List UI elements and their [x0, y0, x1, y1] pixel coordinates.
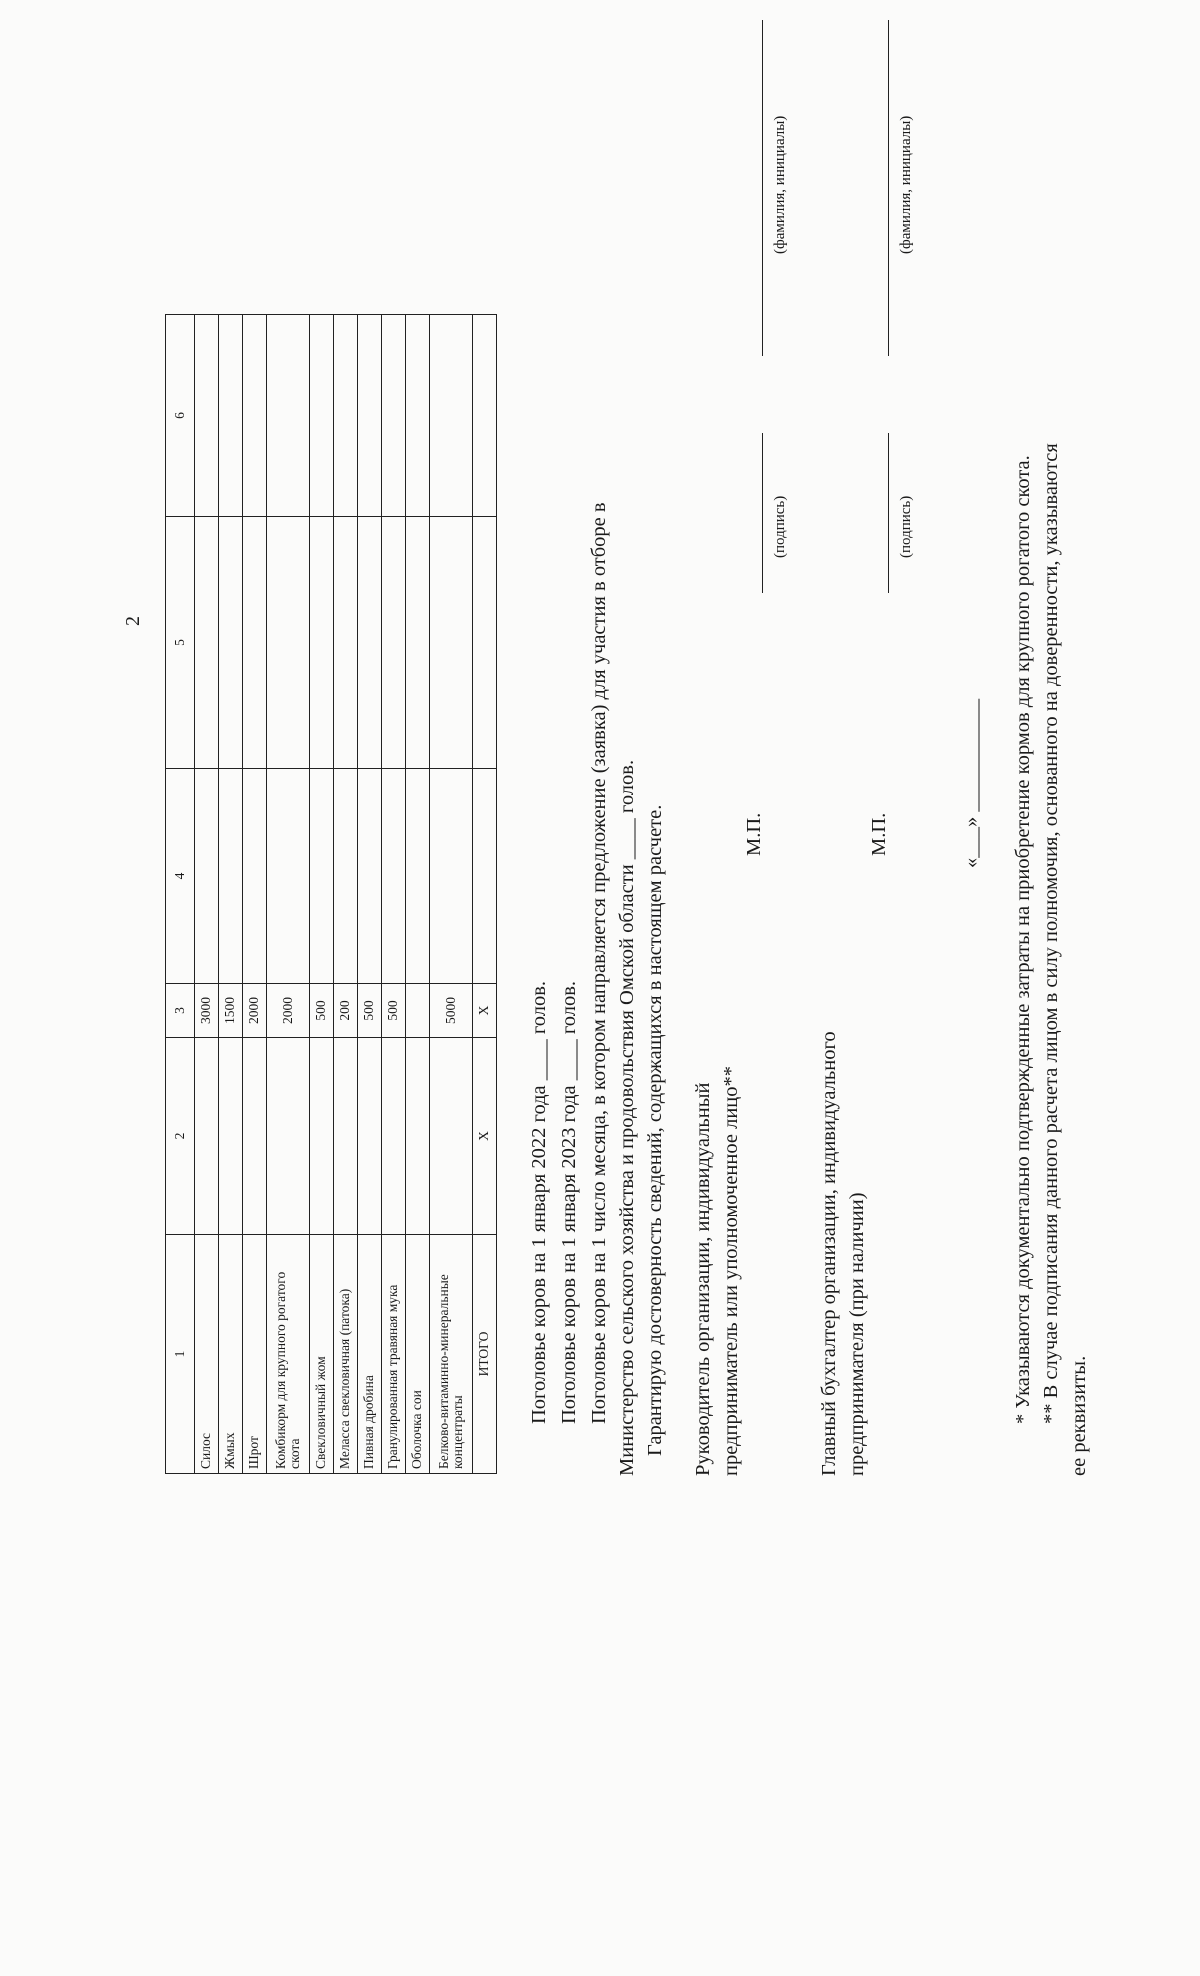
accountant-signature-line: [888, 433, 889, 593]
table-cell: 500: [382, 984, 406, 1038]
table-cell: [195, 1038, 219, 1235]
accountant-stamp-mark: М.П.: [868, 812, 890, 856]
ministry-line: Министерство сельского хозяйства и продовольствия Омской области ____ голов.: [616, 759, 638, 1476]
table-cell: [382, 769, 406, 984]
head-title-line1: Руководитель организации, индивидуальный: [692, 1082, 714, 1476]
table-header-row: [166, 315, 195, 1474]
cows-2022-line: Поголовье коров на 1 января 2022 года ____ голов.: [528, 980, 550, 1424]
table-cell: [310, 1038, 334, 1235]
table-cell: [406, 769, 430, 984]
accountant-name-caption: (фамилия, инициалы): [898, 115, 914, 254]
head-signature-caption: (подпись): [772, 495, 788, 558]
table-header-cell: 2: [166, 1038, 195, 1235]
table-header-cell: 5: [166, 517, 195, 769]
table-cell: [430, 315, 473, 517]
table-row: [243, 315, 267, 1474]
table-row: [219, 315, 243, 1474]
date-line: «___» ___________: [960, 698, 982, 868]
table-row: [382, 315, 406, 1474]
feed-name-cell: Жмых: [219, 1235, 243, 1474]
table-row: [358, 315, 382, 1474]
feed-name-cell: Пивная дробина: [358, 1235, 382, 1474]
cows-month-line: Поголовье коров на 1 число месяца, в котором направляется предложение (заявка) для участия в отборе в: [588, 502, 610, 1424]
table-cell: 1500: [219, 984, 243, 1038]
table-row: [406, 315, 430, 1474]
table-cell: [195, 769, 219, 984]
head-name-line: [762, 20, 763, 356]
table-cell: [310, 315, 334, 517]
table-cell: [473, 769, 497, 984]
table-cell: [334, 769, 358, 984]
table-cell: [430, 769, 473, 984]
table-cell: [310, 517, 334, 769]
table-cell: [195, 517, 219, 769]
cows-2023-line: Поголовье коров на 1 января 2023 года ____ голов.: [558, 980, 580, 1424]
feed-table: [165, 314, 497, 1474]
feed-name-cell: Свекловичный жом: [310, 1235, 334, 1474]
table-cell: [243, 315, 267, 517]
table-cell: 500: [358, 984, 382, 1038]
table-cell: 2000: [267, 984, 310, 1038]
table-cell: [473, 517, 497, 769]
table-cell: [219, 769, 243, 984]
table-cell: [406, 1038, 430, 1235]
table-row: [334, 315, 358, 1474]
footnote-1: * Указываются документально подтвержденные затраты на приобретение кормов для крупного рогатого скота.: [1012, 455, 1034, 1424]
accountant-title-line2: предпринимателя (при наличии): [846, 1192, 868, 1476]
table-cell: [267, 1038, 310, 1235]
table-cell: [334, 1038, 358, 1235]
footnote-2-line2: ее реквизиты.: [1068, 1355, 1090, 1476]
table-cell: 5000: [430, 984, 473, 1038]
table-header-cell: 3: [166, 984, 195, 1038]
table-total-row: [473, 315, 497, 1474]
table-cell: 3000: [195, 984, 219, 1038]
table-cell: [430, 517, 473, 769]
feed-name-cell: Силос: [195, 1235, 219, 1474]
feed-name-cell: Оболочка сои: [406, 1235, 430, 1474]
table-cell: [406, 984, 430, 1038]
table-cell: X: [473, 984, 497, 1038]
head-name-caption: (фамилия, инициалы): [772, 115, 788, 254]
accountant-name-line: [888, 20, 889, 356]
table-cell: [473, 315, 497, 517]
table-cell: [195, 315, 219, 517]
accountant-signature-caption: (подпись): [898, 495, 914, 558]
feed-name-cell: Комбикорм для крупного рогатого скота: [267, 1235, 310, 1474]
table-cell: [406, 315, 430, 517]
table-cell: [382, 315, 406, 517]
table-row: [430, 315, 473, 1474]
table-cell: [219, 315, 243, 517]
table-cell: [310, 769, 334, 984]
table-cell: 500: [310, 984, 334, 1038]
table-cell: [358, 769, 382, 984]
table-cell: [219, 517, 243, 769]
table-cell: [334, 517, 358, 769]
footnote-2-line1: ** В случае подписания данного расчета лицом в силу полномочия, основанного на доверенности, указываются: [1040, 443, 1062, 1424]
table-row: [310, 315, 334, 1474]
head-title-line2: предприниматель или уполномоченное лицо**: [720, 1065, 742, 1476]
table-cell: [243, 769, 267, 984]
table-cell: [267, 517, 310, 769]
table-cell: [358, 1038, 382, 1235]
table-cell: [267, 315, 310, 517]
head-stamp-mark: М.П.: [743, 812, 765, 856]
table-cell: [406, 517, 430, 769]
total-label-cell: ИТОГО: [473, 1235, 497, 1474]
table-header-cell: 1: [166, 1235, 195, 1474]
page-number: 2: [122, 616, 144, 626]
table-cell: [358, 517, 382, 769]
table-cell: [267, 769, 310, 984]
table-cell: [334, 315, 358, 517]
table-cell: X: [473, 1038, 497, 1235]
table-cell: 2000: [243, 984, 267, 1038]
table-cell: [382, 517, 406, 769]
table-row: [267, 315, 310, 1474]
table-cell: [358, 315, 382, 517]
head-signature-line: [762, 433, 763, 593]
guarantee-line: Гарантирую достоверность сведений, содержащихся в настоящем расчете.: [644, 804, 666, 1456]
table-cell: [430, 1038, 473, 1235]
feed-name-cell: Белково-витаминно-минеральные концентраты: [430, 1235, 473, 1474]
feed-name-cell: Меласса свекловичная (патока): [334, 1235, 358, 1474]
table-header-cell: 4: [166, 769, 195, 984]
table-header-cell: 6: [166, 315, 195, 517]
table-cell: [243, 517, 267, 769]
table-row: [195, 315, 219, 1474]
feed-name-cell: Шрот: [243, 1235, 267, 1474]
table-cell: [382, 1038, 406, 1235]
accountant-title-line1: Главный бухгалтер организации, индивидуального: [818, 1031, 840, 1476]
table-cell: [243, 1038, 267, 1235]
feed-name-cell: Гранулированная травяная мука: [382, 1235, 406, 1474]
table-cell: [219, 1038, 243, 1235]
table-cell: 200: [334, 984, 358, 1038]
